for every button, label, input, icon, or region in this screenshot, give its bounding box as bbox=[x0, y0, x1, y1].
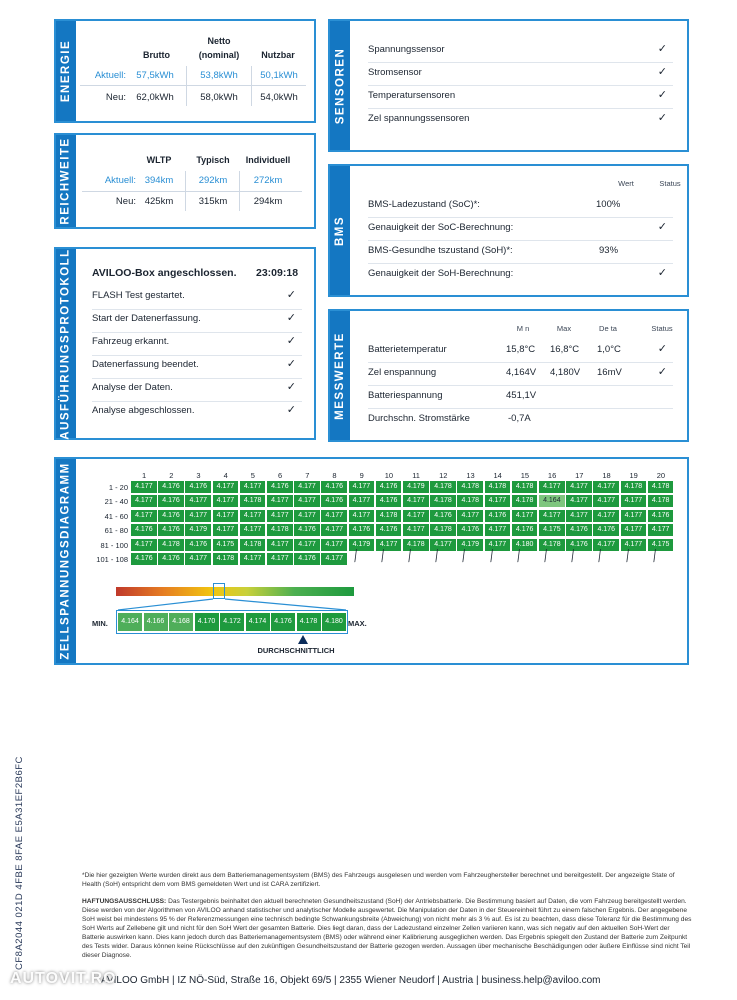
cell-voltage: 4.178 bbox=[648, 481, 674, 493]
cell-voltage: 4.177 bbox=[240, 553, 266, 565]
empty-cell-dash: ╱ bbox=[650, 550, 660, 563]
document-id: CF8A2044 021D 4FBE 8FAE E5A31EF2B6FC bbox=[14, 756, 25, 970]
cell-voltage: 4.176 bbox=[593, 524, 619, 536]
company-text: AVILOO GmbH | IZ NÖ-Süd, Straße 16, Objekt 69/5 | 2355 Wiener Neudorf | Austria | business.help@aviloo.com bbox=[101, 975, 601, 986]
reichweite-panel bbox=[54, 133, 316, 229]
column-number: 20 bbox=[656, 471, 666, 480]
cell-voltage: 4.176 bbox=[512, 524, 538, 536]
cell-voltage: 4.176 bbox=[485, 510, 511, 522]
cell-voltage: 4.177 bbox=[131, 495, 157, 507]
cell-voltage: 4.177 bbox=[321, 539, 347, 551]
reichweite-neu-typisch: 315km bbox=[198, 196, 228, 207]
cell-voltage: 4.176 bbox=[430, 510, 456, 522]
energie-sidebar bbox=[56, 21, 76, 121]
column-number: 12 bbox=[439, 471, 448, 480]
cell-voltage: 4.177 bbox=[566, 510, 592, 522]
sensor-item: Temperatursensoren ✓ bbox=[368, 90, 673, 109]
bms-row: BMS-Gesundhe tszustand (SoH)*: 93% bbox=[368, 245, 673, 264]
cell-voltage: 4.179 bbox=[457, 539, 483, 551]
cell-voltage: 4.177 bbox=[539, 510, 565, 522]
sensor-item: Zel spannungssensoren ✓ bbox=[368, 112, 667, 124]
cell-voltage: 4.176 bbox=[376, 495, 402, 507]
cell-voltage: 4.177 bbox=[321, 524, 347, 536]
cell-voltage: 4.175 bbox=[648, 539, 674, 551]
messwert-delta: 16mV bbox=[597, 367, 622, 378]
bms-wert: 100% bbox=[596, 199, 621, 210]
cell-voltage: 4.177 bbox=[566, 481, 592, 493]
cell-voltage: 4.177 bbox=[349, 481, 375, 493]
cell-voltage: 4.177 bbox=[294, 510, 320, 522]
cell-voltage: 4.177 bbox=[240, 510, 266, 522]
check-icon: ✓ bbox=[657, 43, 667, 55]
bms-title: BMS bbox=[334, 215, 346, 246]
col-wltp: WLTP bbox=[146, 155, 172, 165]
messwerte-title: MESSWERTE bbox=[334, 331, 346, 420]
check-icon: ✓ bbox=[286, 358, 296, 370]
cell-voltage: 4.177 bbox=[213, 510, 239, 522]
energie-neu-nutzbar: 54,0kWh bbox=[260, 92, 298, 103]
cell-voltage: 4.177 bbox=[267, 495, 293, 507]
cell-voltage: 4.178 bbox=[512, 481, 538, 493]
energie-aktuell-nutzbar: 50,1kWh bbox=[260, 70, 298, 81]
cell-voltage: 4.176 bbox=[267, 481, 293, 493]
cell-voltage: 4.177 bbox=[593, 481, 619, 493]
scale-value: 4.168 bbox=[169, 613, 193, 631]
empty-cell-dash: ╱ bbox=[486, 550, 497, 563]
column-number: 18 bbox=[602, 471, 611, 480]
cell-voltage: 4.177 bbox=[267, 539, 293, 551]
row-label: Neu: bbox=[115, 196, 136, 207]
cell-voltage: 4.177 bbox=[539, 481, 565, 493]
cell-voltage: 4.178 bbox=[457, 481, 483, 493]
zellspannung-panel bbox=[54, 457, 689, 665]
column-number: 6 bbox=[278, 471, 283, 480]
cell-voltage: 4.176 bbox=[185, 481, 211, 493]
scale-value: 4.170 bbox=[195, 613, 219, 631]
column-number: 9 bbox=[359, 471, 364, 480]
cell-voltage: 4.178 bbox=[240, 539, 266, 551]
cell-voltage: 4.177 bbox=[131, 539, 157, 551]
cell-voltage: 4.180 bbox=[512, 539, 538, 551]
bms-col-wert: Wert bbox=[618, 179, 634, 188]
sensor-item: Stromsensor ✓ bbox=[368, 67, 673, 86]
column-number: 11 bbox=[412, 471, 420, 480]
cell-voltage: 4.176 bbox=[294, 553, 320, 565]
protokoll-item: Analyse abgeschlossen. ✓ bbox=[92, 404, 296, 416]
cell-voltage: 4.177 bbox=[349, 510, 375, 522]
cell-voltage: 4.177 bbox=[321, 510, 347, 522]
check-icon: ✓ bbox=[286, 312, 296, 324]
cell-voltage: 4.177 bbox=[321, 553, 347, 565]
cell-voltage: 4.176 bbox=[294, 524, 320, 536]
energie-panel bbox=[54, 19, 316, 123]
cell-voltage: 4.177 bbox=[213, 495, 239, 507]
column-number: 7 bbox=[305, 471, 310, 480]
cell-voltage: 4.179 bbox=[185, 524, 211, 536]
sensoren-panel bbox=[328, 19, 689, 152]
cell-voltage: 4.177 bbox=[485, 524, 511, 536]
cell-voltage: 4.176 bbox=[158, 481, 184, 493]
cell-voltage: 4.177 bbox=[430, 539, 456, 551]
cell-voltage: 4.177 bbox=[294, 495, 320, 507]
cell-voltage: 4.177 bbox=[185, 495, 211, 507]
bms-col-status: Status bbox=[659, 179, 681, 188]
cell-voltage: 4.176 bbox=[321, 495, 347, 507]
messwerte-row: Zel enspannung 4,164V 4,180V 16mV ✓ bbox=[368, 367, 673, 386]
check-icon: ✓ bbox=[657, 366, 667, 378]
energie-aktuell-netto: 53,8kWh bbox=[200, 70, 238, 81]
cell-voltage: 4.178 bbox=[430, 495, 456, 507]
row-range-label: 61 - 80 bbox=[104, 526, 128, 536]
scale-value: 4.180 bbox=[322, 613, 346, 631]
cell-voltage: 4.177 bbox=[376, 539, 402, 551]
check-icon: ✓ bbox=[657, 343, 667, 355]
messwert-max: 16,8°C bbox=[550, 344, 580, 355]
scale-value: 4.178 bbox=[297, 613, 321, 631]
col-netto-sub: (nominal) bbox=[198, 50, 240, 60]
cell-voltage: 4.176 bbox=[349, 524, 375, 536]
column-number: 2 bbox=[169, 471, 174, 480]
column-number: 4 bbox=[223, 471, 228, 480]
sensoren-title: SENSOREN bbox=[334, 47, 347, 124]
protokoll-item: Analyse der Daten. ✓ bbox=[92, 382, 302, 402]
cell-voltage: 4.177 bbox=[621, 524, 647, 536]
cell-voltage: 4.176 bbox=[131, 524, 157, 536]
watermark: AUTOVIT.RO bbox=[10, 970, 117, 987]
reichweite-aktuell-wltp: 394km bbox=[144, 175, 174, 186]
cell-voltage: 4.177 bbox=[131, 510, 157, 522]
cell-voltage: 4.177 bbox=[403, 495, 429, 507]
cell-voltage: 4.178 bbox=[539, 539, 565, 551]
col-typisch: Typisch bbox=[196, 155, 230, 165]
column-number: 3 bbox=[196, 471, 201, 480]
cell-voltage: 4.177 bbox=[294, 481, 320, 493]
row-label: Aktuell: bbox=[94, 70, 126, 81]
protokoll-panel bbox=[54, 247, 316, 440]
haftung-text: Das Testergebnis beinhaltet den aktuell berechneten Gesundheitszustand (SoH) der Antriebsbatterie. Die Bestimmung basiert auf Daten, die vom Fahrzeug bereitgestellt werden. Diese werden von der Algorithmen von AVILOO anhand statistischer und analytischer Modelle ausgewertet. Die Manipulation der Daten in der Steuereinheit führt zu einem falschen Ergebnis. Der angegebene SoH weist bei mindestens 95 % der Referenzmessungen eine technisch bedingte Schwankungsbreite (Abweichung) von nicht mehr als 3 % auf. Es ist zu beachten, dass diese Toleranz für die Bestimmung des SoH Werts auf Zellebene gilt und nicht für den SoH Wert der gesamten Batterie. Dies liegt daran, dass der Ladezustand einzelner Zellen variieren kann, was sich negativ auf den aktuellen SoH-Wert der Batterie auswirken kann. Dies kann jedoch durch das Batteriemanagementsystem (BMS) oder während einer Kalibrierung ausgeglichen werden. Das Ergebnis spiegelt den Zustand der Batterie zum Zeitpunkt des Tests wider. Daraus können keine Rückschlüsse auf den zukünftigen Gesundheitszustand der Batterie gezogen werden. Aussagen über mechanische Beschädigungen oder äußere Einflüsse sind nicht Teil dieser Diagnose. bbox=[82, 898, 692, 959]
cell-voltage: 4.178 bbox=[621, 481, 647, 493]
column-number: 14 bbox=[493, 471, 502, 480]
check-icon: ✓ bbox=[286, 404, 296, 416]
cell-voltage: 4.176 bbox=[131, 553, 157, 565]
empty-cell-dash: ╱ bbox=[350, 550, 361, 563]
row-range-label: 21 - 40 bbox=[104, 497, 128, 507]
zellspannung-title: ZELLSPANNUNGSDIAGRAMM bbox=[60, 462, 72, 660]
messwerte-col-delta: De ta bbox=[599, 324, 617, 333]
cell-voltage: 4.176 bbox=[566, 539, 592, 551]
cell-voltage: 4.177 bbox=[648, 524, 674, 536]
messwerte-row: Batterietemperatur 15,8°C 16,8°C 1,0°C ✓ bbox=[368, 344, 673, 363]
row-range-label: 101 - 108 bbox=[96, 555, 128, 564]
cell-voltage: 4.177 bbox=[349, 495, 375, 507]
cell-voltage: 4.177 bbox=[621, 539, 647, 551]
cell-voltage: 4.177 bbox=[403, 524, 429, 536]
column-number: 5 bbox=[250, 471, 255, 480]
cell-voltage: 4.175 bbox=[539, 524, 565, 536]
check-icon: ✓ bbox=[657, 112, 667, 124]
cell-voltage: 4.178 bbox=[485, 481, 511, 493]
column-number: 1 bbox=[142, 471, 147, 480]
row-label: Aktuell: bbox=[104, 175, 136, 186]
scale-value: 4.164 bbox=[118, 613, 142, 631]
footer-haftung bbox=[82, 897, 692, 960]
cell-voltage: 4.177 bbox=[240, 524, 266, 536]
cell-voltage: 4.177 bbox=[403, 510, 429, 522]
empty-cell-dash: ╱ bbox=[432, 550, 442, 563]
messwerte-row: Durchschn. Stromstärke -0,7A bbox=[368, 413, 531, 424]
protokoll-item: Datenerfassung beendet. ✓ bbox=[92, 359, 302, 379]
col-brutto: Brutto bbox=[143, 50, 170, 60]
check-icon: ✓ bbox=[286, 381, 296, 393]
column-number: 13 bbox=[466, 471, 475, 480]
check-icon: ✓ bbox=[657, 267, 667, 279]
row-label: Neu: bbox=[105, 92, 126, 103]
bms-wert: 93% bbox=[599, 245, 619, 256]
column-number: 19 bbox=[629, 471, 638, 480]
cell-voltage: 4.177 bbox=[593, 495, 619, 507]
col-individuell: Individuell bbox=[245, 155, 291, 165]
messwert-delta: 1,0°C bbox=[597, 344, 621, 355]
messwerte-panel bbox=[328, 309, 689, 442]
check-icon: ✓ bbox=[657, 66, 667, 78]
cell-voltage: 4.178 bbox=[512, 495, 538, 507]
energie-neu-netto: 58,0kWh bbox=[200, 92, 238, 103]
cell-voltage: 4.176 bbox=[185, 539, 211, 551]
check-icon: ✓ bbox=[286, 335, 296, 347]
column-number: 16 bbox=[547, 471, 557, 480]
messwerte-row: Batteriespannung 451,1V bbox=[368, 390, 673, 409]
cell-voltage: 4.176 bbox=[376, 481, 402, 493]
messwerte-col-max: Max bbox=[556, 324, 572, 333]
cell-voltage: 4.177 bbox=[213, 524, 239, 536]
cell-voltage: 4.177 bbox=[457, 510, 483, 522]
cell-voltage: 4.178 bbox=[240, 495, 266, 507]
empty-cell-dash: ╱ bbox=[622, 550, 633, 563]
empty-cell-dash: ╱ bbox=[459, 550, 470, 563]
scale-value: 4.166 bbox=[144, 613, 168, 631]
cell-voltage: 4.177 bbox=[593, 510, 619, 522]
col-netto: Netto bbox=[207, 36, 231, 46]
cell-voltage: 4.176 bbox=[457, 524, 483, 536]
check-icon: ✓ bbox=[657, 221, 667, 233]
cell-voltage: 4.177 bbox=[294, 539, 320, 551]
cell-voltage: 4.177 bbox=[131, 481, 157, 493]
messwert-min: 451,1V bbox=[506, 390, 537, 401]
cell-voltage: 4.178 bbox=[648, 495, 674, 507]
scale-value: 4.176 bbox=[271, 613, 295, 631]
cell-voltage: 4.176 bbox=[376, 524, 402, 536]
cell-voltage: 4.177 bbox=[185, 510, 211, 522]
reichweite-neu-individuell: 294km bbox=[253, 196, 283, 207]
cell-voltage: 4.178 bbox=[430, 481, 456, 493]
avg-marker-icon bbox=[298, 635, 308, 644]
cell-voltage: 4.177 bbox=[240, 481, 266, 493]
cell-voltage: 4.177 bbox=[485, 539, 511, 551]
bms-row: BMS-Ladezustand (SoC)*: 100% bbox=[368, 199, 673, 218]
protokoll-sidebar bbox=[56, 249, 76, 438]
cell-voltage: 4.177 bbox=[621, 495, 647, 507]
sensor-item: Spannungssensor ✓ bbox=[368, 44, 673, 63]
row-range-label: 41 - 60 bbox=[104, 511, 128, 521]
reichweite-aktuell-individuell: 272km bbox=[253, 175, 283, 186]
cell-voltage: 4.177 bbox=[593, 539, 619, 551]
empty-cell-dash: ╱ bbox=[405, 550, 415, 563]
scale-value: 4.172 bbox=[220, 613, 244, 631]
protokoll-heading: AVILOO-Box angeschlossen. bbox=[92, 267, 237, 279]
messwerte-sidebar bbox=[330, 311, 350, 440]
empty-cell-dash: ╱ bbox=[541, 550, 551, 563]
cell-voltage: 4.176 bbox=[158, 524, 184, 536]
cell-voltage: 4.164 bbox=[539, 495, 565, 507]
column-number: 10 bbox=[384, 471, 394, 480]
col-nutzbar: Nutzbar bbox=[261, 50, 295, 60]
cell-voltage: 4.176 bbox=[158, 510, 184, 522]
row-range-label: 81 - 100 bbox=[100, 540, 128, 550]
cell-voltage: 4.177 bbox=[185, 553, 211, 565]
empty-cell-dash: ╱ bbox=[514, 550, 524, 563]
cell-voltage: 4.177 bbox=[267, 510, 293, 522]
cell-voltage: 4.177 bbox=[485, 495, 511, 507]
cell-voltage: 4.177 bbox=[621, 510, 647, 522]
cell-voltage: 4.178 bbox=[158, 539, 184, 551]
sensoren-sidebar bbox=[330, 21, 350, 150]
messwert-max: 4,180V bbox=[550, 367, 581, 378]
messwerte-col-min: M n bbox=[516, 324, 530, 333]
empty-cell-dash: ╱ bbox=[568, 550, 578, 563]
reichweite-aktuell-typisch: 292km bbox=[198, 175, 228, 186]
cell-voltage: 4.176 bbox=[158, 495, 184, 507]
empty-cell-dash: ╱ bbox=[378, 550, 388, 563]
check-icon: ✓ bbox=[657, 89, 667, 101]
haftung-title: HAFTUNGSAUSSCHLUSS: bbox=[82, 898, 167, 905]
cell-voltage: 4.179 bbox=[349, 539, 375, 551]
column-number: 8 bbox=[332, 471, 337, 480]
cell-voltage: 4.177 bbox=[213, 481, 239, 493]
cell-voltage: 4.176 bbox=[158, 553, 184, 565]
max-label: MAX. bbox=[348, 619, 367, 628]
cell-voltage: 4.177 bbox=[566, 495, 592, 507]
cell-voltage: 4.178 bbox=[267, 524, 293, 536]
messwerte-col-status: Status bbox=[651, 324, 673, 333]
protokoll-item: FLASH Test gestartet. ✓ bbox=[92, 290, 302, 310]
zellspannung-sidebar bbox=[56, 459, 76, 663]
bms-panel bbox=[328, 164, 689, 297]
energie-aktuell-brutto: 57,5kWh bbox=[136, 70, 174, 81]
reichweite-sidebar bbox=[56, 135, 76, 227]
check-icon: ✓ bbox=[286, 289, 296, 301]
min-label: MIN. bbox=[92, 619, 108, 628]
energie-neu-brutto: 62,0kWh bbox=[136, 92, 174, 103]
energie-title: ENERGIE bbox=[60, 39, 73, 103]
messwert-min: 4,164V bbox=[506, 367, 537, 378]
cell-voltage: 4.177 bbox=[512, 510, 538, 522]
bms-row: Genauigkeit der SoC-Berechnung: ✓ bbox=[368, 222, 673, 241]
bms-sidebar bbox=[330, 166, 350, 295]
avg-label: DURCHSCHNITTLICH bbox=[257, 646, 335, 655]
scale-value: 4.174 bbox=[246, 613, 270, 631]
protokoll-time: 23:09:18 bbox=[256, 267, 299, 279]
messwert-min: 15,8°C bbox=[506, 344, 536, 355]
bms-row: Genauigkeit der SoH-Berechnung: ✓ bbox=[368, 267, 667, 279]
column-number: 17 bbox=[575, 471, 584, 480]
protokoll-item: Fahrzeug erkannt. ✓ bbox=[92, 336, 302, 356]
reichweite-title: REICHWEITE bbox=[60, 137, 73, 225]
column-number: 15 bbox=[520, 471, 530, 480]
cell-voltage: 4.176 bbox=[648, 510, 674, 522]
cell-voltage: 4.177 bbox=[267, 553, 293, 565]
row-range-label: 1 - 20 bbox=[108, 483, 128, 492]
protokoll-item: Start der Datenerfassung. ✓ bbox=[92, 313, 302, 333]
cell-voltage: 4.179 bbox=[403, 481, 429, 493]
cell-voltage: 4.178 bbox=[403, 539, 429, 551]
cell-voltage: 4.176 bbox=[566, 524, 592, 536]
cell-voltage: 4.176 bbox=[321, 481, 347, 493]
empty-cell-dash: ╱ bbox=[595, 550, 606, 563]
protokoll-title: AUSFÜHRUNGSPROTOKOLL bbox=[60, 247, 72, 440]
reichweite-neu-wltp: 425km bbox=[144, 196, 174, 207]
cell-voltage: 4.178 bbox=[213, 553, 239, 565]
cell-voltage: 4.175 bbox=[213, 539, 239, 551]
cell-voltage: 4.178 bbox=[457, 495, 483, 507]
messwert-min: -0,7A bbox=[508, 413, 531, 424]
cell-voltage: 4.178 bbox=[376, 510, 402, 522]
cell-voltage: 4.178 bbox=[430, 524, 456, 536]
footer-note: *Die hier gezeigten Werte wurden direkt aus dem Batteriemanagementsystem (BMS) des Fahrzeugs ausgelesen und werden vom Fahrzeughersteller berechnet und bereitgestellt. Der angezeigte State of Health (SoH) entspricht dem vom BMS gemeldeten Wert und ist CARA zertifiziert. bbox=[82, 872, 675, 888]
